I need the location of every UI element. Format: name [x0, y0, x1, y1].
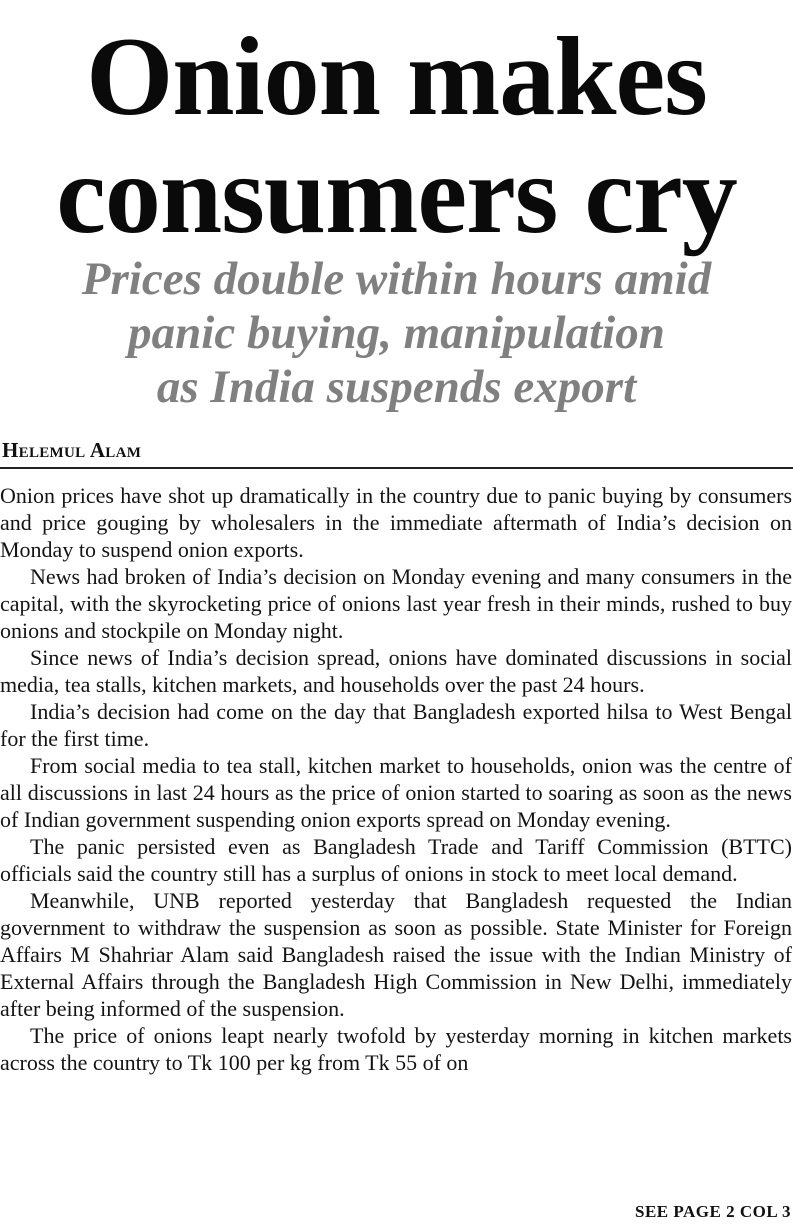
byline-divider: [0, 467, 793, 469]
article-paragraph: Meanwhile, UNB reported yesterday that Bangladesh requested the Indian government to withdraw the suspension as soon as possible. State Minister for Foreign Affairs M Shahriar Alam said Bangladesh raised the issue with the Indian Ministry of External Affairs through the Bangladesh High Commission in New Delhi, immediately after being informed of the suspension.: [0, 888, 792, 1021]
article-paragraph: The panic persisted even as Bangladesh Trade and Tariff Commission (BTTC) officials said the country still has a surplus of onions in stock to meet local demand.: [0, 834, 792, 886]
subheadline-line: Prices double within hours amid: [81, 253, 712, 305]
article-paragraph: Onion prices have shot up dramatically in the country due to panic buying by consumers and price gouging by wholesalers in the immediate aftermath of India’s decision on Monday to suspend onion exports.: [0, 483, 792, 562]
article-paragraph: From social media to tea stall, kitchen market to households, onion was the centre of all discussions in last 24 hours as the price of onion started to soaring as soon as the news of Indian government suspending onion exports spread on Monday evening.: [0, 753, 792, 832]
subheadline: [0, 252, 793, 414]
article-paragraph: News had broken of India’s decision on Monday evening and many consumers in the capital, with the skyrocketing price of onions last year fresh in their minds, rushed to buy onions and stockpile on Monday night.: [0, 564, 792, 643]
article-paragraph: Since news of India’s decision spread, onions have dominated discussions in social media, tea stalls, kitchen markets, and households over the past 24 hours.: [0, 645, 792, 697]
subheadline-line: panic buying, manipulation: [128, 307, 665, 359]
headline-line: Onion makes: [86, 15, 707, 139]
headline-line: consumers cry: [56, 133, 737, 257]
article-paragraph: India’s decision had come on the day that Bangladesh exported hilsa to West Bengal for the first time.: [0, 699, 792, 751]
byline: Helemul Alam: [2, 438, 142, 462]
article-paragraph: The price of onions leapt nearly twofold by yesterday morning in kitchen markets across the country to Tk 100 per kg from Tk 55 of on: [0, 1023, 792, 1075]
headline: [0, 15, 793, 257]
continued-on-page-note[interactable]: SEE PAGE 2 COL 3: [635, 1202, 791, 1221]
subheadline-line: as India suspends export: [156, 361, 637, 413]
article-body: [0, 482, 792, 1076]
